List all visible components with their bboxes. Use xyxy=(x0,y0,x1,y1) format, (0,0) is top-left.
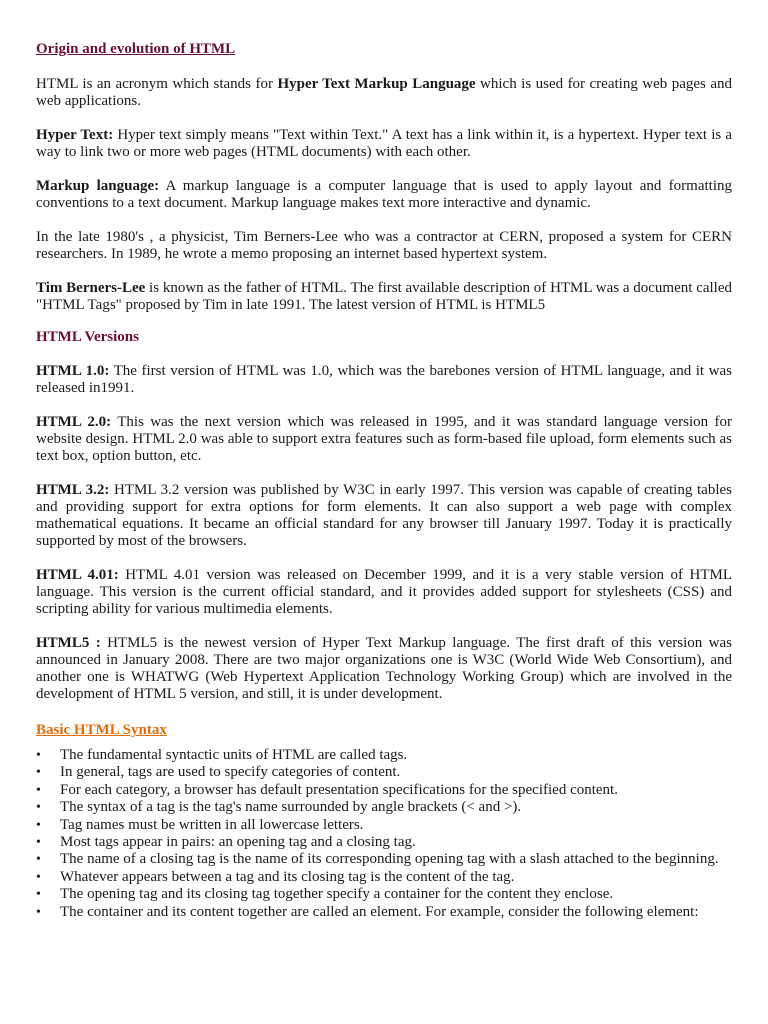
heading-versions: HTML Versions xyxy=(36,329,139,345)
father-text: is known as the father of HTML. The first available description of HTML was a document called "HTML Tags" proposed by Tim in late 1991. The latest version of HTML is HTML5 xyxy=(36,280,732,313)
version-term: HTML 2.0: xyxy=(36,414,112,430)
version-text: HTML 4.01 version was released on December 1999, and it is a very stable version of HTML language. This version is the current official standard, and it provides added support for stylesheets (CSS) and scripting ability for various multimedia elements. xyxy=(36,567,732,617)
version-html-1-0 xyxy=(36,363,732,397)
list-item: • Tag names must be written in all lowercase letters. xyxy=(36,817,732,834)
list-item: • The fundamental syntactic units of HTML are called tags. xyxy=(36,747,732,764)
list-item: • Whatever appears between a tag and its closing tag is the content of the tag. xyxy=(36,869,732,886)
list-item: • The name of a closing tag is the name of its corresponding opening tag with a slash attached to the beginning. xyxy=(36,851,732,868)
version-text: HTML 3.2 version was published by W3C in early 1997. This version was capable of creating tables and providing support for extra options for form elements. It can also support a web page with complex mathematical equations. It became an official standard for any browser till January 1997. Today it is practically supported by most of the browsers. xyxy=(36,482,732,549)
intro-text-before: HTML is an acronym which stands for xyxy=(36,76,278,92)
list-item: • The container and its content together are called an element. For example, consider the following element: xyxy=(36,904,732,921)
list-item: • The opening tag and its closing tag together specify a container for the content they enclose. xyxy=(36,886,732,903)
definition-term: Hyper Text: xyxy=(36,127,114,143)
intro-strong-term: Hyper Text Markup Language xyxy=(277,76,476,92)
version-text: The first version of HTML was 1.0, which was the barebones version of HTML language, and it was released in1991. xyxy=(36,363,732,396)
version-html-3-2 xyxy=(36,482,732,550)
father-term: Tim Berners-Lee xyxy=(36,280,146,296)
version-html5 xyxy=(36,635,732,703)
version-term: HTML 4.01: xyxy=(36,567,119,583)
heading-syntax: Basic HTML Syntax xyxy=(36,722,167,738)
definition-markup-language xyxy=(36,178,732,212)
version-html-4-01 xyxy=(36,567,732,618)
version-html-2-0 xyxy=(36,414,732,465)
intro-text-after: which is used for creating web pages and web applications. xyxy=(36,76,732,109)
definition-text: A markup language is a computer language that is used to apply layout and formatting conventions to a text document. Markup language makes text more interactive and dynamic. xyxy=(36,178,732,211)
version-text: HTML5 is the newest version of Hyper Text Markup language. The first draft of this version was announced in January 2008. There are two major organizations one is W3C (World Wide Web Consortium), and another one is WHATWG (Web Hypertext Application Technology Working Group) which are involved in the development of HTML 5 version, and still, it is under development. xyxy=(36,635,732,702)
version-term: HTML5 : xyxy=(36,635,101,651)
definition-hypertext xyxy=(36,127,732,161)
intro-paragraph xyxy=(36,76,732,110)
father-paragraph xyxy=(36,280,732,314)
version-term: HTML 3.2: xyxy=(36,482,110,498)
heading-origin: Origin and evolution of HTML xyxy=(36,41,236,57)
version-text: This was the next version which was released in 1995, and it was standard language version for website design. HTML 2.0 was able to support extra features such as form-based file upload, form elements such as text box, option button, etc. xyxy=(36,414,732,464)
list-item: • The syntax of a tag is the tag's name surrounded by angle brackets (< and >). xyxy=(36,799,732,816)
list-item: • For each category, a browser has default presentation specifications for the specified content. xyxy=(36,782,732,799)
list-item: • In general, tags are used to specify categories of content. xyxy=(36,764,732,781)
syntax-bullet-list xyxy=(36,747,732,921)
history-paragraph: In the late 1980's , a physicist, Tim Berners-Lee who was a contractor at CERN, proposed a system for CERN researchers. In 1989, he wrote a memo proposing an internet based hypertext system. xyxy=(36,229,732,262)
version-term: HTML 1.0: xyxy=(36,363,110,379)
definition-text: Hyper text simply means "Text within Text." A text has a link within it, is a hypertext. Hyper text is a way to link two or more web pages (HTML documents) with each other. xyxy=(36,127,732,160)
definition-term: Markup language: xyxy=(36,178,160,194)
list-item: • Most tags appear in pairs: an opening tag and a closing tag. xyxy=(36,834,732,851)
